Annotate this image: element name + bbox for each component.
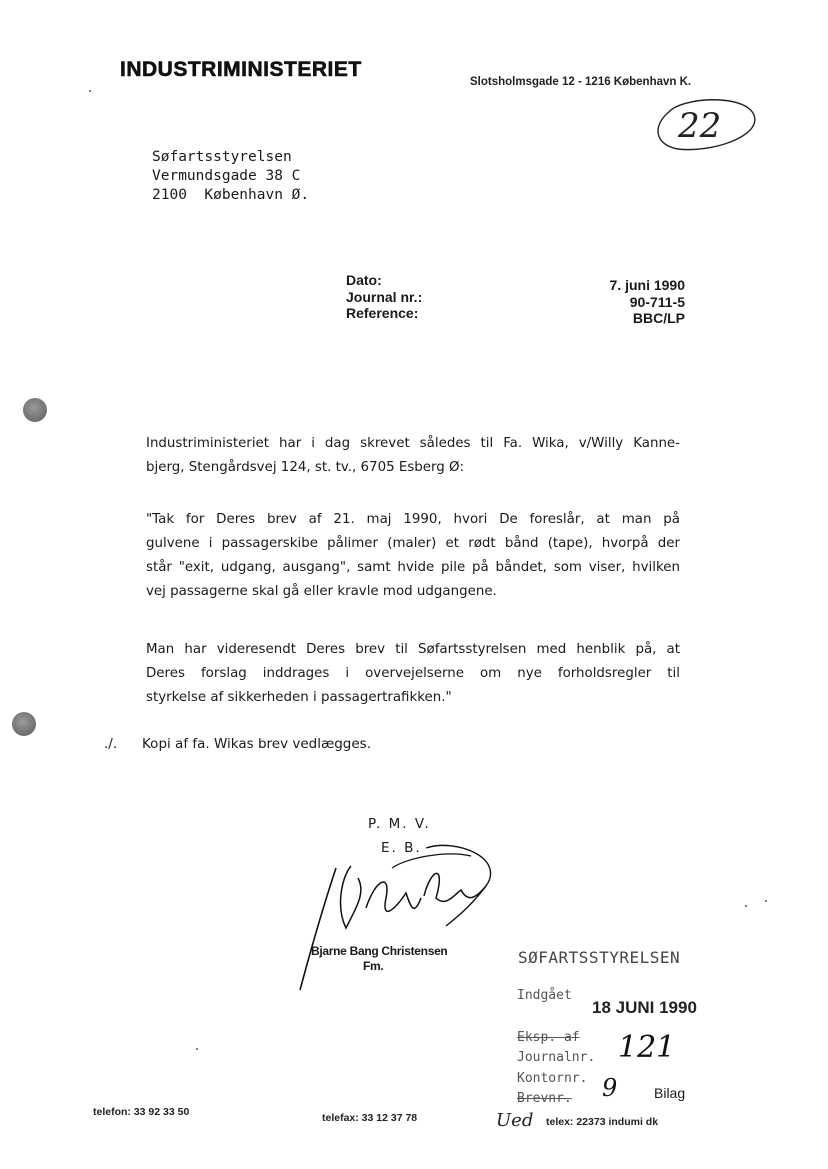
paragraph-forwarded: [146, 638, 680, 710]
paragraph-quote: [146, 508, 680, 604]
meta-labels: [346, 272, 422, 322]
handwritten-signature: [296, 838, 506, 998]
date-label: Dato:: [346, 272, 382, 288]
pmv-initials: P. M. V.: [368, 816, 431, 832]
handwritten-circled-number: [650, 95, 760, 155]
stamp-brev-label: Brevnr.: [517, 1091, 572, 1106]
stamp-received-label: Indgået: [517, 988, 572, 1003]
enclosure-marker: ./.: [104, 736, 118, 752]
journal-label: Journal nr.:: [346, 288, 423, 305]
footer-handwritten-note: Ued: [496, 1110, 534, 1131]
scan-speck: [89, 90, 91, 92]
stamp-kontor-label: Kontornr.: [517, 1071, 588, 1086]
footer-telex: telex: 22373 indumi dk: [546, 1116, 659, 1128]
meta-values: [610, 277, 685, 327]
stamp-kontor-handwritten: 9: [602, 1074, 618, 1102]
text-line: "Tak for Deres brev af 21. maj 1990, hvori De foreslår, at man på: [146, 512, 680, 527]
footer-fax: telefax: 33 12 37 78: [322, 1112, 418, 1124]
date-value: 7. juni 1990: [609, 277, 685, 293]
text-line: gulvene i passagerskibe pålimer (maler) et rødt bånd (tape), hvorpå der: [146, 536, 680, 551]
recipient-line-3: 2100 København Ø.: [152, 187, 310, 203]
sender-address: Slotsholmsgade 12 - 1216 København K.: [470, 76, 692, 88]
signer-name: Bjarne Bang Christensen: [311, 944, 448, 958]
text-line: Deres forslag inddrages i overvejelserne om nye forholdsregler til: [146, 666, 680, 681]
organization-name: INDUSTRIMINISTERIET: [120, 58, 362, 81]
svg-text:22: 22: [678, 106, 722, 146]
signer-block: [311, 944, 447, 974]
stamp-title: SØFARTSSTYRELSEN: [518, 948, 681, 967]
stamp-bilag-label: Bilag: [654, 1085, 686, 1101]
recipient-line-1: Søfartsstyrelsen: [152, 149, 292, 165]
stamp-journal-handwritten: 121: [618, 1030, 676, 1065]
footer-phone: telefon: 33 92 33 50: [93, 1106, 190, 1118]
stamp-received-date: 18 JUNI 1990: [592, 998, 697, 1017]
text-line: bjerg, Stengårdsvej 124, st. tv., 6705 Esberg Ø:: [146, 460, 465, 475]
paragraph-intro: [146, 432, 680, 480]
stamp-journal-label: Journalnr.: [517, 1050, 596, 1065]
journal-value: 90-711-5: [629, 293, 685, 310]
punch-hole: [23, 398, 47, 422]
text-line: Man har videresendt Deres brev til Søfartsstyrelsen med henblik på, at: [146, 642, 680, 657]
punch-hole: [12, 712, 36, 736]
scan-speck: [765, 900, 767, 902]
recipient-line-2: Vermundsgade 38 C: [152, 168, 301, 184]
scan-speck: [196, 1048, 198, 1050]
eb-initials: E. B.: [381, 840, 422, 856]
text-line: vej passagerne skal gå eller kravle mod udgangene.: [146, 584, 497, 599]
reference-value: BBC/LP: [632, 310, 685, 326]
enclosure-note: Kopi af fa. Wikas brev vedlægges.: [142, 736, 372, 752]
text-line: står "exit, udgang, ausgang", samt hvide pile på båndet, som viser, hvilken: [146, 560, 680, 575]
recipient-address: [152, 148, 309, 205]
text-line: styrkelse af sikkerheden i passagertrafikken.": [146, 690, 452, 705]
stamp-eksp-label: Eksp. af: [517, 1030, 580, 1045]
reference-label: Reference:: [346, 305, 419, 321]
text-line: Industriministeriet har i dag skrevet således til Fa. Wika, v/Willy Kanne-: [146, 436, 680, 451]
signer-title: Fm.: [363, 959, 384, 973]
scan-speck: [745, 905, 747, 907]
